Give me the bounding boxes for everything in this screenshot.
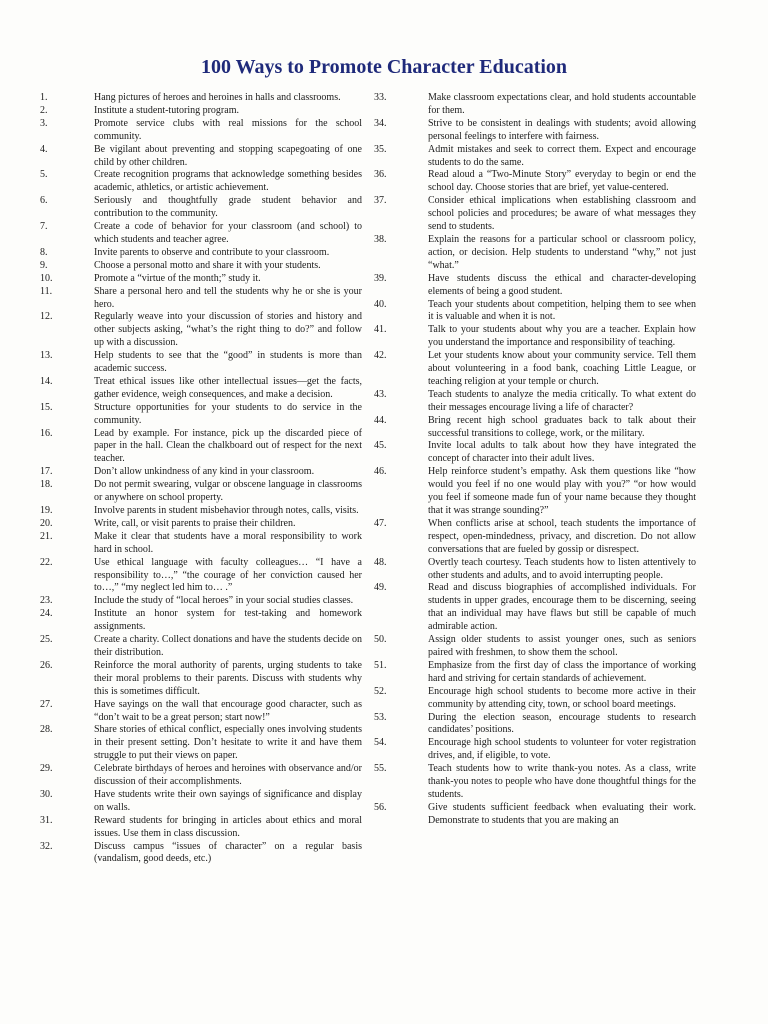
item-text: Involve parents in student misbehavior through notes, calls, visits. [94, 505, 359, 516]
list-item [374, 712, 696, 738]
list-item [40, 169, 362, 195]
item-number: 44. [374, 414, 387, 426]
item-number: 28. [40, 724, 53, 736]
item-number: 42. [374, 350, 387, 362]
item-text: Promote a “virtue of the month;” study it. [94, 272, 261, 284]
list-item [374, 92, 696, 118]
item-number: 35. [374, 143, 387, 155]
list-item [374, 802, 696, 828]
list-item [40, 505, 362, 518]
list-item [40, 789, 362, 815]
item-text: Have students discuss the ethical and character-developing elements of being a good student. [428, 272, 696, 297]
item-text: Institute a student-tutoring program. [94, 104, 239, 116]
list-item [40, 311, 362, 350]
item-text: Treat ethical issues like other intellectual issues—get the facts, gather evidence, weigh consequences, and make a decision. [94, 375, 362, 400]
item-number: 32. [40, 840, 53, 852]
list-item [40, 634, 362, 660]
item-text: Admit mistakes and seek to correct them. Expect and encourage students to do the same. [428, 143, 696, 168]
item-number: 30. [40, 788, 53, 800]
item-number: 14. [40, 375, 53, 387]
item-number: 39. [374, 272, 387, 284]
item-number: 23. [40, 595, 53, 607]
item-number: 45. [374, 440, 387, 452]
list-item [374, 324, 696, 350]
item-text: Use ethical language with faculty colleagues… “I have a responsibility to…,” “the courage of her conviction caused her to…,” “my neglect led him to… .” [94, 556, 362, 594]
item-text: Consider ethical implications when establishing classroom and school policies and procedures; be aware of what messages they send to students. [428, 195, 696, 233]
list-item [40, 402, 362, 428]
item-text: Talk to your students about why you are a teacher. Explain how you understand the importance and responsibility of teaching. [428, 324, 696, 349]
item-number: 50. [374, 634, 387, 646]
item-number: 13. [40, 350, 53, 362]
list-item [40, 376, 362, 402]
item-text: Teach your students about competition, helping them to see when it is valuable and when it is not. [428, 298, 696, 323]
item-number: 55. [374, 763, 387, 775]
list-item [40, 195, 362, 221]
item-number: 52. [374, 685, 387, 697]
item-number: 21. [40, 530, 53, 542]
item-number: 26. [40, 659, 53, 671]
item-number: 24. [40, 608, 53, 620]
list-item [374, 299, 696, 325]
list-item [40, 286, 362, 312]
item-text: Regularly weave into your discussion of stories and history and other subjects asking, “what’s the right thing to do?” and follow up with a discussion. [94, 311, 362, 349]
list-item [40, 531, 362, 557]
item-number: 56. [374, 801, 387, 813]
list-item [374, 195, 696, 234]
item-text: Emphasize from the first day of class the importance of working hard and striving for certain standards of achievement. [428, 659, 696, 684]
item-text: Teach students to analyze the media critically. To what extent do their messages encourage living a life of character? [428, 388, 696, 413]
list-item [40, 557, 362, 596]
item-text: Lead by example. For instance, pick up the discarded piece of paper in the hall. Clean the chalkboard out of respect for the next teacher. [94, 427, 362, 465]
item-text: Let your students know about your community service. Tell them about volunteering in a food bank, coaching Little League, or teaching religion at your temple or church. [428, 350, 696, 387]
list-item [374, 144, 696, 170]
item-number: 51. [374, 659, 387, 671]
left-column-list [40, 92, 362, 866]
list-item [374, 273, 696, 299]
item-text: Strive to be consistent in dealings with students; avoid allowing personal feelings to interfere with fairness. [428, 117, 696, 142]
item-number: 15. [40, 401, 53, 413]
item-text: Make classroom expectations clear, and hold students accountable for them. [428, 92, 696, 116]
item-number: 49. [374, 582, 387, 594]
item-text: Encourage high school students to become more active in their community by attending city, town, or school board meetings. [428, 685, 696, 710]
item-text: Share a personal hero and tell the students why he or she is your hero. [94, 285, 362, 310]
item-text: Assign older students to assist younger ones, such as seniors paired with freshmen, to show them the school. [428, 634, 696, 658]
item-number: 48. [374, 556, 387, 568]
document-title: 100 Ways to Promote Character Education [200, 56, 568, 78]
item-text: Choose a personal motto and share it with your students. [94, 259, 321, 271]
list-item [40, 105, 362, 118]
list-item [40, 699, 362, 725]
item-number: 7. [40, 221, 48, 233]
list-item [374, 169, 696, 195]
item-text: Reinforce the moral authority of parents, urging students to take their moral problems to their parents. Discuss with students why this is sometimes difficult. [94, 659, 362, 697]
item-number: 4. [40, 143, 48, 155]
item-number: 33. [374, 92, 387, 103]
list-item [40, 273, 362, 286]
item-number: 36. [374, 169, 387, 181]
item-text: Make it clear that students have a moral responsibility to work hard in school. [94, 530, 362, 555]
item-text: Be vigilant about preventing and stopping scapegoating of one child by other children. [94, 143, 362, 168]
item-number: 8. [40, 246, 48, 258]
item-number: 1. [40, 92, 48, 103]
item-text: Promote service clubs with real missions for the school community. [94, 117, 362, 142]
item-number: 20. [40, 517, 53, 529]
item-text: Seriously and thoughtfully grade student behavior and contribution to the community. [94, 195, 362, 220]
item-number: 31. [40, 814, 53, 826]
list-item [40, 660, 362, 699]
item-number: 54. [374, 737, 387, 749]
item-number: 5. [40, 169, 48, 181]
list-item [374, 518, 696, 557]
list-item [374, 557, 696, 583]
item-number: 29. [40, 763, 53, 775]
item-text: During the election season, encourage students to research candidates’ positions. [428, 711, 696, 736]
list-item [374, 118, 696, 144]
item-text: Don’t allow unkindness of any kind in your classroom. [94, 466, 315, 478]
item-number: 37. [374, 195, 387, 207]
item-number: 3. [40, 117, 48, 129]
item-text: Read and discuss biographies of accomplished individuals. For students in upper grades, encourage them to be discerning, seeing that an individual may have flaws but still be capable of much admirable action. [428, 582, 696, 633]
item-number: 43. [374, 388, 387, 400]
list-item [40, 595, 362, 608]
item-number: 18. [40, 479, 53, 491]
list-item [40, 221, 362, 247]
item-text: Help reinforce student’s empathy. Ask them questions like “how would you feel if no one would play with you?” “or how would you feel if someone made fun of your name because they thought that it was strange sounding?” [428, 466, 696, 516]
list-item [40, 466, 362, 479]
item-number: 41. [374, 324, 387, 336]
list-item [40, 350, 362, 376]
item-text: Encourage high school students to volunteer for voter registration drives, and, if eligible, to vote. [428, 737, 696, 762]
item-text: Bring recent high school graduates back to talk about their successful transitions to college, work, or the military. [428, 414, 696, 439]
item-number: 6. [40, 195, 48, 207]
list-item [40, 518, 362, 531]
item-number: 47. [374, 517, 387, 529]
item-text: Have sayings on the wall that encourage good character, such as “don’t wait to be a great person; start now!” [94, 698, 362, 723]
list-item [40, 144, 362, 170]
list-item [40, 260, 362, 273]
item-number: 11. [40, 285, 53, 297]
item-text: Include the study of “local heroes” in your social studies classes. [94, 595, 354, 607]
list-item [40, 841, 362, 867]
item-number: 16. [40, 427, 53, 439]
item-text: Invite parents to observe and contribute to your classroom. [94, 246, 330, 258]
list-item [374, 415, 696, 441]
item-text: Teach students how to write thank-you notes. As a class, write thank-you notes to people who have done thoughtful things for the students. [428, 763, 696, 800]
list-item [40, 724, 362, 763]
item-text: Discuss campus “issues of character” on a regular basis (vandalism, good deeds, etc.) [94, 840, 362, 865]
list-item [374, 763, 696, 802]
list-item [40, 763, 362, 789]
item-number: 22. [40, 556, 53, 568]
item-number: 38. [374, 233, 387, 245]
item-text: When conflicts arise at school, teach students the importance of respect, open-mindedness, privacy, and discretion. Do not allow conversations that are fueled by gossip or disrespect. [428, 517, 696, 555]
list-item [40, 815, 362, 841]
list-item [40, 608, 362, 634]
item-text: Structure opportunities for your students to do service in the community. [94, 401, 362, 426]
item-number: 10. [40, 272, 53, 284]
item-number: 53. [374, 711, 387, 723]
list-item [374, 686, 696, 712]
item-number: 2. [40, 104, 48, 116]
item-number: 19. [40, 505, 53, 516]
item-number: 12. [40, 311, 53, 323]
list-item [374, 389, 696, 415]
item-text: Overtly teach courtesy. Teach students how to listen attentively to other students and adults, and to avoid interrupting people. [428, 556, 696, 581]
list-item [374, 660, 696, 686]
list-item [40, 92, 362, 105]
item-text: Give students sufficient feedback when evaluating their work. Demonstrate to students that you are making an [428, 801, 696, 826]
item-text: Hang pictures of heroes and heroines in halls and classrooms. [94, 92, 341, 103]
list-item [40, 479, 362, 505]
list-item [374, 350, 696, 389]
item-text: Explain the reasons for a particular school or classroom policy, action, or decision. Help students to understand “why,” not just “what.” [428, 233, 696, 271]
item-text: Help students to see that the “good” in students is more than academic success. [94, 350, 362, 375]
list-item [40, 247, 362, 260]
item-number: 17. [40, 466, 53, 478]
item-text: Do not permit swearing, vulgar or obscene language in classrooms or anywhere on school property. [94, 479, 362, 504]
list-item [374, 737, 696, 763]
item-text: Reward students for bringing in articles about ethics and moral issues. Use them in class discussion. [94, 814, 362, 839]
list-item [40, 118, 362, 144]
item-number: 27. [40, 698, 53, 710]
right-column-list [374, 92, 696, 828]
item-number: 46. [374, 466, 387, 478]
list-item [40, 428, 362, 467]
item-text: Create recognition programs that acknowledge something besides academic, athletics, or artistic achievement. [94, 169, 362, 194]
item-text: Have students write their own sayings of significance and display on walls. [94, 788, 362, 813]
item-text: Read aloud a “Two-Minute Story” everyday to begin or end the school day. Choose stories that are brief, yet value-centered. [428, 169, 696, 194]
item-text: Create a charity. Collect donations and have the students decide on their distribution. [94, 634, 362, 658]
item-number: 9. [40, 259, 48, 271]
list-item [374, 634, 696, 660]
list-item [374, 466, 696, 518]
item-text: Create a code of behavior for your classroom (and school) to which students and teacher agree. [94, 221, 362, 245]
item-text: Share stories of ethical conflict, especially ones involving students in their present setting. Don’t hesitate to write it and have them struggle to put their views on paper. [94, 724, 362, 762]
item-number: 25. [40, 634, 53, 646]
list-item [374, 234, 696, 273]
item-text: Celebrate birthdays of heroes and heroines with observance and/or discussion of their accomplishments. [94, 763, 362, 788]
item-number: 34. [374, 117, 387, 129]
item-number: 40. [374, 298, 387, 310]
item-text: Invite local adults to talk about how they have integrated the concept of character into their adult lives. [428, 440, 696, 465]
item-text: Institute an honor system for test-taking and homework assignments. [94, 608, 362, 633]
item-text: Write, call, or visit parents to praise their children. [94, 517, 296, 529]
list-item [374, 582, 696, 634]
list-item [374, 440, 696, 466]
